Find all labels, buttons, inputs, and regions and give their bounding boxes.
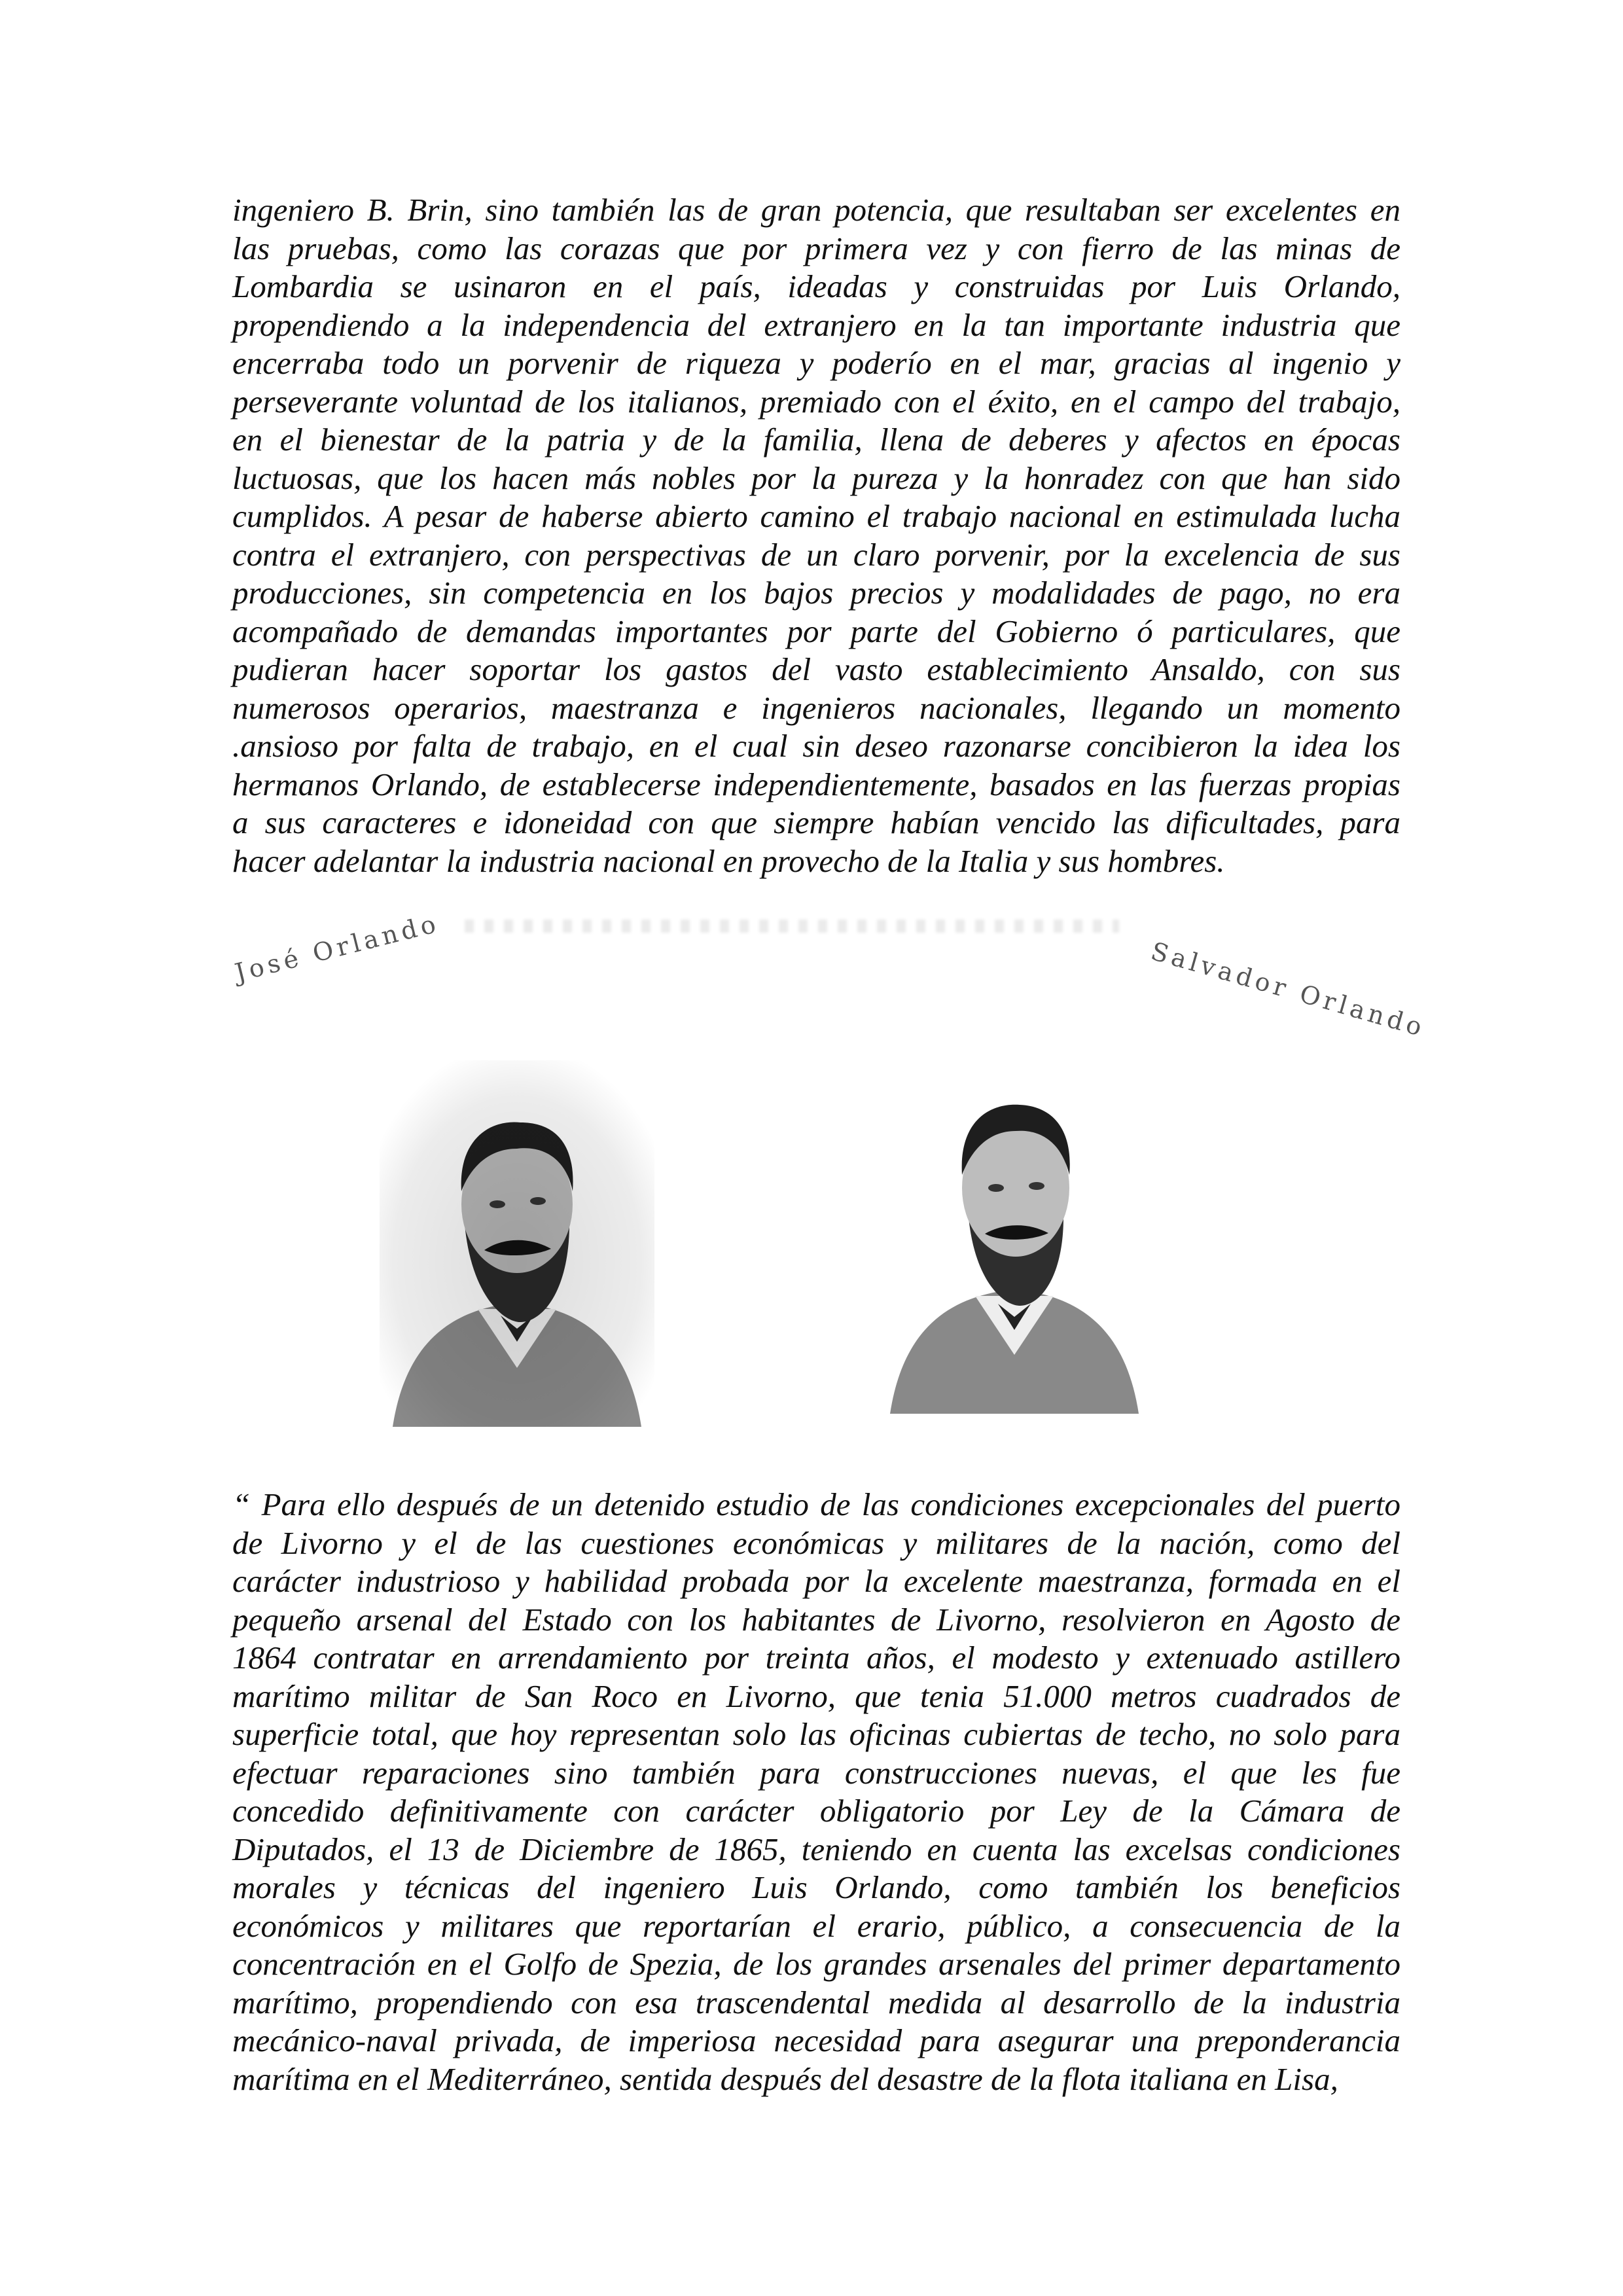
portrait-salvador-orlando [877, 1047, 1152, 1414]
paragraph-bottom-line: marítimo militar de San Roco en Livorno, que tenia 51.000 metros cuadrados de [232, 1677, 1400, 1714]
paragraph-top-line: acompañado de demandas importantes por parte del Gobierno ó particulares, que [232, 613, 1400, 649]
paragraph-top-line: en el bienestar de la patria y de la familia, llena de deberes y afectos en épocas [232, 422, 1400, 457]
caption-jose-orlando: José Orlando [232, 908, 442, 988]
portrait-jose-orlando [380, 1060, 654, 1427]
paragraph-bottom-line: económicos y militares que reportarían el erario, público, a consecuencia de la [232, 1907, 1400, 1944]
paragraph-top [232, 191, 1400, 880]
paragraph-bottom-line: concentración en el Golfo de Spezia, de los grandes arsenales del primer departamento [232, 1946, 1400, 1982]
paragraph-bottom-line: “ Para ello después de un detenido estudio de las condiciones excepcionales del puerto [232, 1486, 1400, 1522]
paragraph-top-line: las pruebas, como las corazas que por primera vez y con fierro de las minas de [232, 230, 1400, 266]
paragraph-top-line: hermanos Orlando, de establecerse independientemente, basados en las fuerzas propias [232, 766, 1400, 802]
paragraph-top-line: propendiendo a la independencia del extranjero en la tan importante industria que [232, 306, 1400, 343]
paragraph-top-line: a sus caracteres e idoneidad con que siempre habían vencido las dificultades, para [232, 804, 1400, 840]
paragraph-top-line: luctuosas, que los hacen más nobles por la pureza y la honradez con que han sido [232, 459, 1400, 496]
paragraph-top-line: ingeniero B. Brin, sino también las de gran potencia, que resultaban ser excelentes en [232, 192, 1400, 228]
paragraph-top-line: perseverante voluntad de los italianos, premiado con el éxito, en el campo del trabajo, [232, 383, 1400, 420]
paragraph-top-line: encerraba todo un porvenir de riqueza y poderío en el mar, gracias al ingenio y [232, 345, 1400, 381]
paragraph-bottom-line: concedido definitivamente con carácter obligatorio por Ley de la Cámara de [232, 1793, 1400, 1829]
paragraph-top-line: cumplidos. A pesar de haberse abierto camino el trabajo nacional en estimulada lucha [232, 498, 1400, 534]
paragraph-bottom-line: marítima en el Mediterráneo, sentida después del desastre de la flota italiana en Lisa, [232, 2060, 1338, 2097]
paragraph-bottom-line: morales y técnicas del ingeniero Luis Orlando, como también los beneficios [232, 1869, 1400, 1905]
portrait-photograph [223, 897, 1429, 1446]
paragraph-top-line: numerosos operarios, maestranza e ingenieros nacionales, llegando un momento [232, 689, 1400, 726]
caption-salvador-orlando: Salvador Orlando [1147, 936, 1429, 1043]
paragraph-bottom-line: mecánico-naval privada, de imperiosa necesidad para asegurar una preponderancia [232, 2022, 1400, 2058]
paragraph-bottom [232, 1486, 1400, 2098]
paragraph-bottom-line: efectuar reparaciones sino también para construcciones nuevas, el que les fue [232, 1754, 1400, 1791]
paragraph-top-line: contra el extranjero, con perspectivas de un claro porvenir, por la excelencia de sus [232, 536, 1400, 573]
paragraph-bottom-line: pequeño arsenal del Estado con los habitantes de Livorno, resolvieron en Agosto de [232, 1601, 1400, 1638]
paragraph-bottom-line: carácter industrioso y habilidad probada por la excelente maestranza, formada en el [232, 1563, 1400, 1599]
paragraph-top-line: hacer adelantar la industria nacional en provecho de la Italia y sus hombres. [232, 842, 1225, 879]
paragraph-top-line: Lombardia se usinaron en el país, ideadas y construidas por Luis Orlando, [232, 268, 1400, 304]
paragraph-top-line: .ansioso por falta de trabajo, en el cual sin deseo razonarse concibieron la idea los [232, 728, 1400, 764]
paragraph-bottom-line: Diputados, el 13 de Diciembre de 1865, teniendo en cuenta las excelsas condiciones [232, 1831, 1400, 1867]
paragraph-top-line: producciones, sin competencia en los bajos precios y modalidades de pago, no era [232, 575, 1400, 611]
paragraph-bottom-line: de Livorno y el de las cuestiones económicas y militares de la nación, como del [232, 1524, 1400, 1561]
paragraph-bottom-line: marítimo, propendiendo con esa trascendental medida al desarrollo de la industria [232, 1984, 1400, 2020]
paragraph-bottom-line: 1864 contratar en arrendamiento por treinta años, el modesto y extenuado astillero [232, 1640, 1400, 1676]
paragraph-bottom-line: superficie total, que hoy representan solo las oficinas cubiertas de techo, no solo para [232, 1716, 1400, 1752]
paragraph-top-line: pudieran hacer soportar los gastos del vasto establecimiento Ansaldo, con sus [232, 651, 1400, 687]
faded-heading [465, 920, 1119, 933]
